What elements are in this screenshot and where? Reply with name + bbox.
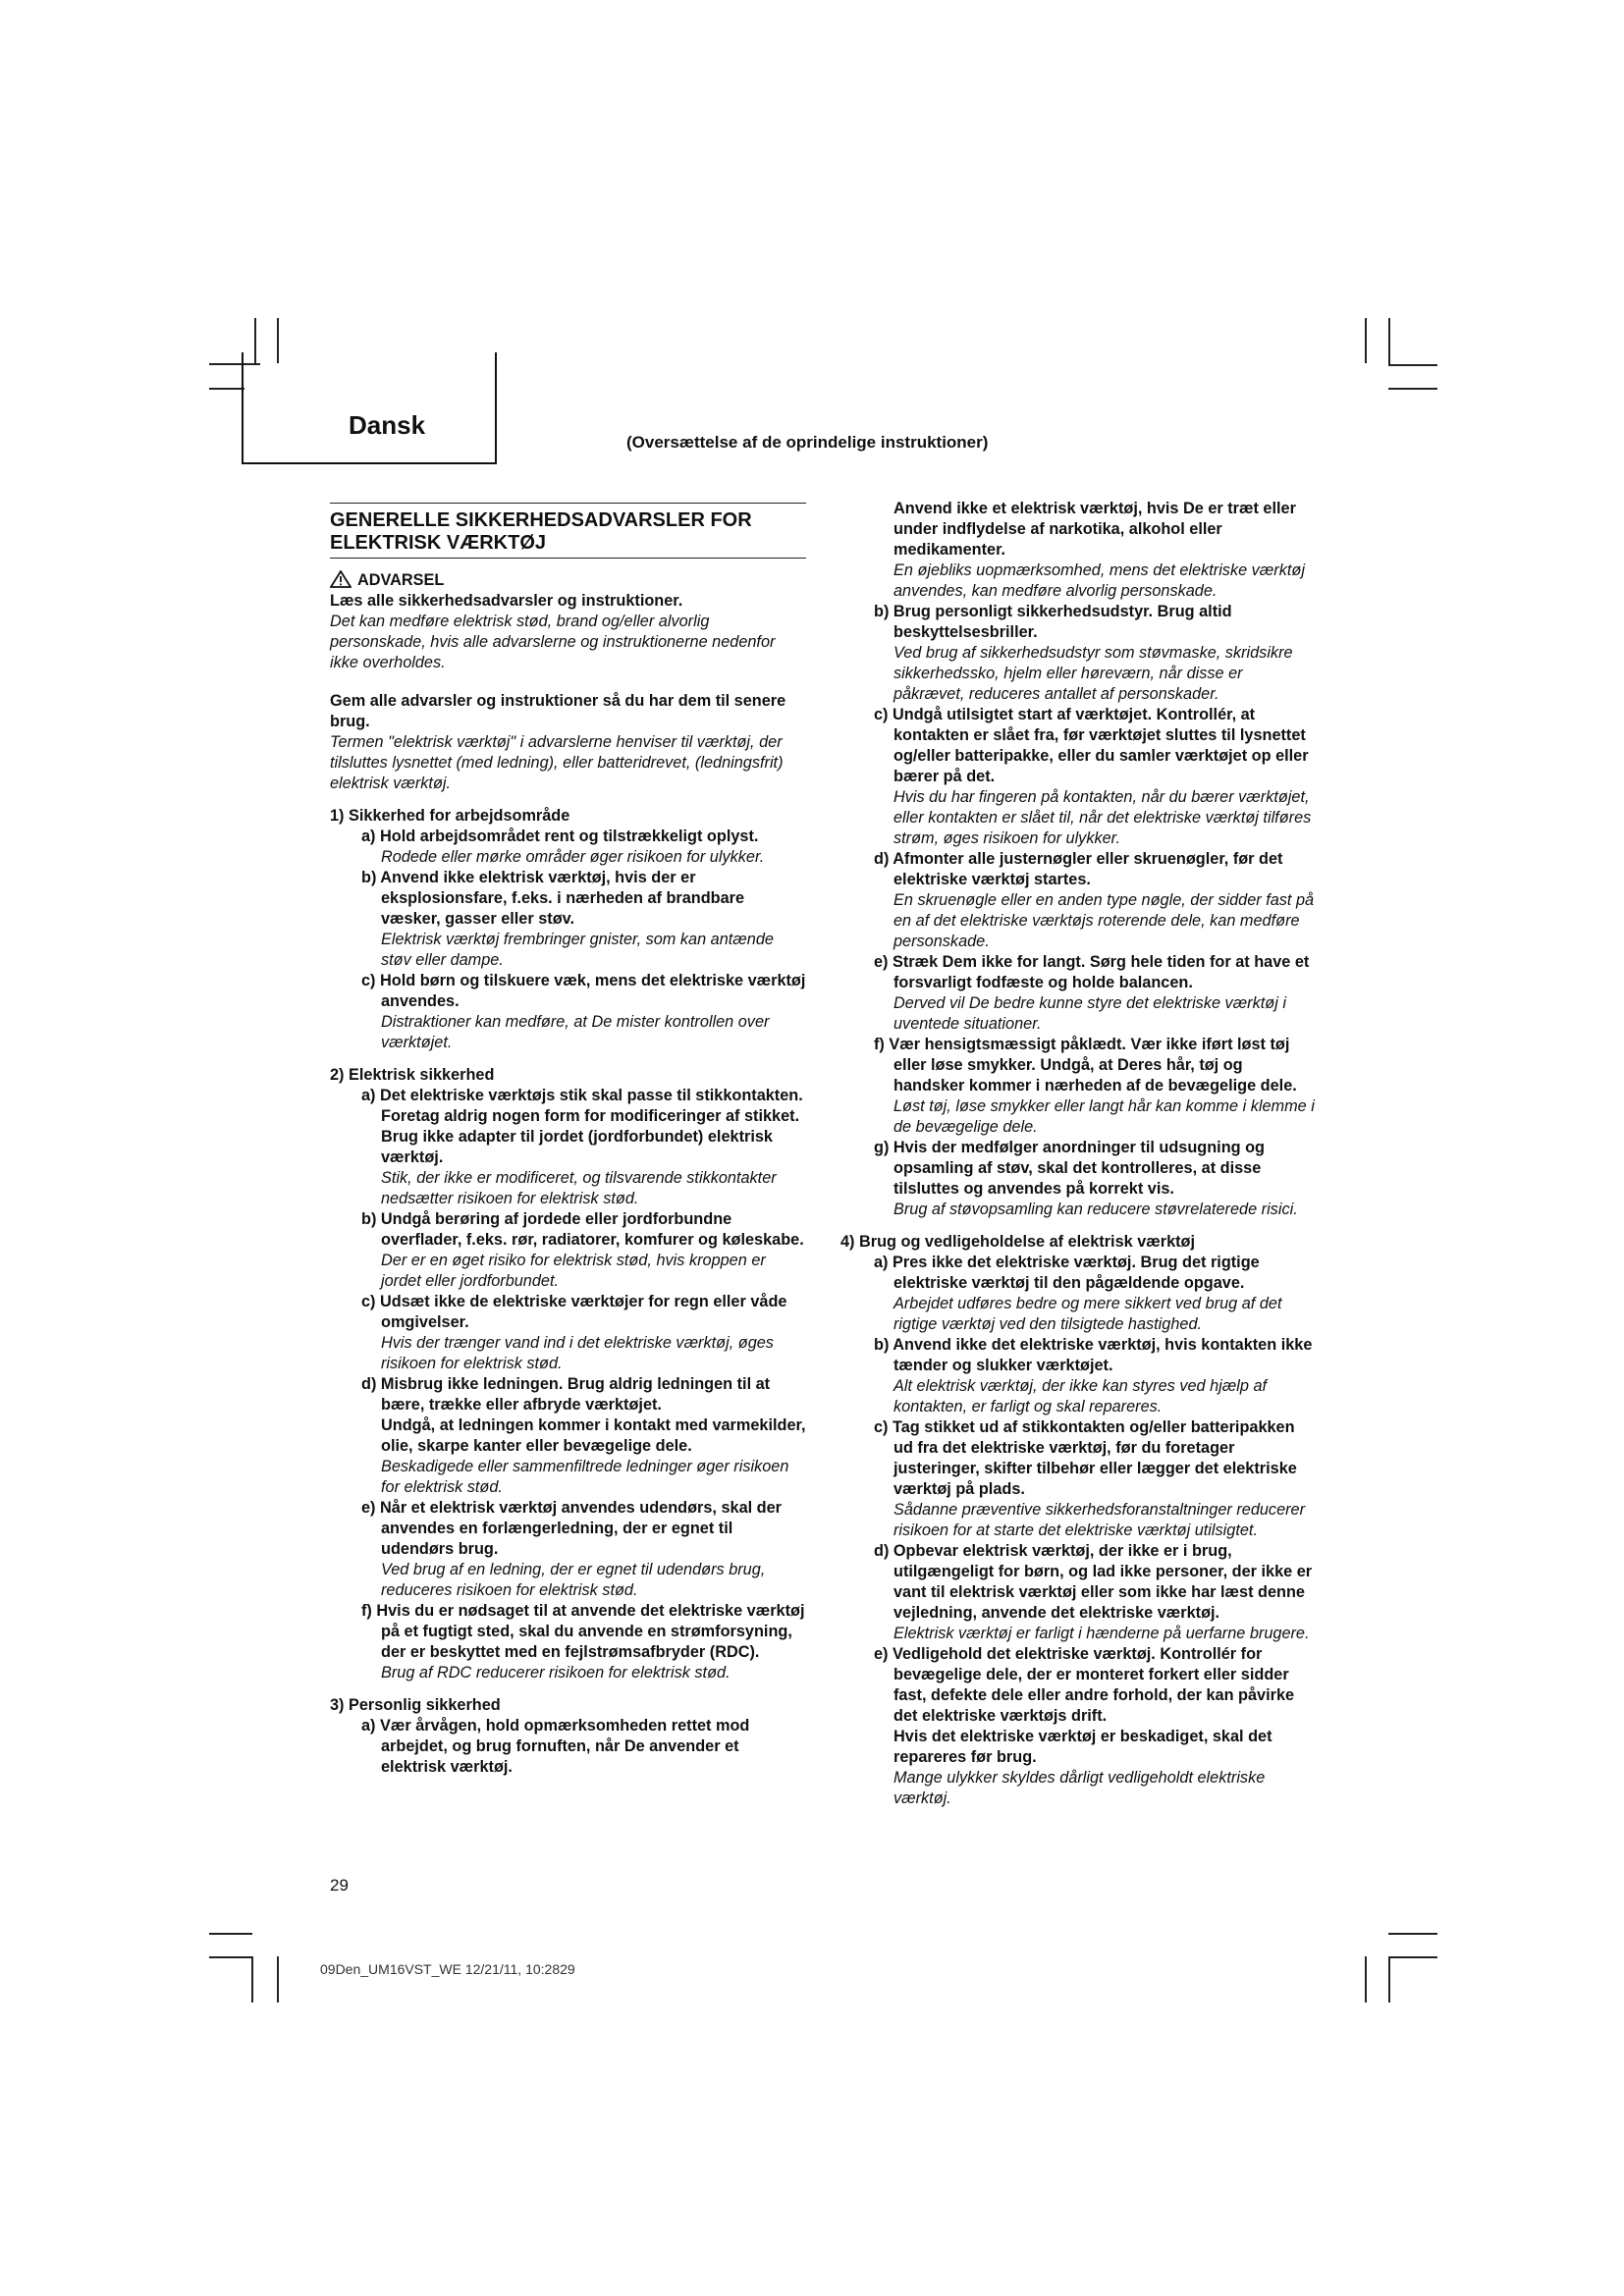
item-2d-text: Beskadigede eller sammenfiltrede ledninger øger risikoen for elektrisk stød.: [381, 1458, 789, 1496]
language-tab-label: Dansk: [349, 410, 426, 440]
item-1c-text: Distraktioner kan medføre, at De mister kontrollen over værktøjet.: [381, 1013, 770, 1051]
item-4d-text: Elektrisk værktøj er farligt i hænderne på uerfarne brugere.: [893, 1625, 1310, 1642]
item-4e-bold-2: Hvis det elektriske værktøj er beskadiget, skal det repareres før brug.: [893, 1728, 1272, 1766]
warning-text: Det kan medføre elektrisk stød, brand og/eller alvorlig personskade, hvis alle advarslerne og instruktionerne nedenfor ikke overholdes.: [330, 613, 776, 671]
warning-bold: Læs alle sikkerhedsadvarsler og instruktioner.: [330, 592, 683, 610]
item-1c: c) Hold børn og tilskuere væk, mens det elektriske værktøj anvendes.: [361, 972, 806, 1010]
item-2f-text: Brug af RDC reducerer risikoen for elektrisk stød.: [381, 1664, 731, 1682]
item-3a-text: En øjebliks uopmærksomhed, mens det elektriske værktøj anvendes, kan medføre alvorlig personskade.: [893, 561, 1305, 600]
item-3d: d) Afmonter alle justernøgler eller skruenøgler, før det elektriske værktøj startes.: [874, 850, 1283, 888]
item-2c: c) Udsæt ikke de elektriske værktøjer for regn eller våde omgivelser.: [361, 1293, 787, 1331]
right-column: [840, 499, 1318, 1809]
item-4c-text: Sådanne præventive sikkerhedsforanstaltninger reducerer risikoen for at starte det elektriske værktøj utilsigtet.: [893, 1501, 1306, 1539]
section-1-title: 1) Sikkerhed for arbejdsområde: [330, 807, 570, 825]
warning-label: ADVARSEL: [357, 571, 445, 589]
item-4e-text: Mange ulykker skyldes dårligt vedligeholdt elektriske værktøj.: [893, 1769, 1266, 1807]
item-4a: a) Pres ikke det elektriske værktøj. Brug det rigtige elektriske værktøj til den pågældende opgave.: [874, 1254, 1260, 1292]
item-3b-text: Ved brug af sikkerhedsudstyr som støvmaske, skridsikre sikkerhedssko, hjelm eller høreværn, når disse er påkrævet, reduceres antallet af personskader.: [893, 644, 1293, 703]
section-3-title: 3) Personlig sikkerhed: [330, 1696, 501, 1714]
section-title-2: ELEKTRISK VÆRKTØJ: [330, 532, 547, 554]
item-2c-text: Hvis der trænger vand ind i det elektriske værktøj, øges risikoen for elektrisk stød.: [381, 1334, 774, 1372]
language-tab: [242, 352, 497, 464]
item-2f: f) Hvis du er nødsaget til at anvende det elektriske værktøj på et fugtigt sted, skal du anvende en strømforsyning, der er beskyttet med en fejlstrømsafbryder (RDC).: [361, 1602, 805, 1661]
item-4d: d) Opbevar elektrisk værktøj, der ikke er i brug, utilgængeligt for børn, og lad ikke personer, der ikke er vant til elektrisk værktøj eller som ikke har læst denne vejledning, anvende det elektriske værktøj.: [874, 1542, 1313, 1622]
item-3f-text: Løst tøj, løse smykker eller langt hår kan komme i klemme i de bevægelige dele.: [893, 1097, 1315, 1136]
item-4b: b) Anvend ikke det elektriske værktøj, hvis kontakten ikke tænder og slukker værktøjet.: [874, 1336, 1313, 1374]
item-1b-text: Elektrisk værktøj frembringer gnister, som kan antænde støv eller dampe.: [381, 931, 774, 969]
item-4b-text: Alt elektrisk værktøj, der ikke kan styres ved hjælp af kontakten, er farligt og skal repareres.: [893, 1377, 1268, 1415]
item-3c: c) Undgå utilsigtet start af værktøjet. Kontrollér, at kontakten er slået fra, før værktøjet sluttes til lysnettet og/eller batteripakke, eller du samler værktøjet op eller bærer på det.: [874, 706, 1309, 785]
title-rule-bottom: [330, 558, 806, 559]
title-rule-top: [330, 503, 806, 504]
page-number: 29: [330, 1876, 349, 1895]
item-3d-text: En skruenøgle eller en anden type nøgle, der sidder fast på en af det elektriske værktøjs roterende dele, kan medføre personskade.: [893, 891, 1315, 950]
item-4a-text: Arbejdet udføres bedre og mere sikkert ved brug af det rigtige værktøj ved den tilsigtede hastighed.: [893, 1295, 1282, 1333]
item-4e: e) Vedligehold det elektriske værktøj. Kontrollér for bevægelige dele, der er monteret forkert eller sidder fast, defekte dele eller andre forhold, der kan påvirke det elektriske værktøjs drift.: [874, 1645, 1295, 1725]
item-3g-text: Brug af støvopsamling kan reducere støvrelaterede risici.: [893, 1201, 1298, 1218]
keep-instructions: Gem alle advarsler og instruktioner så du har dem til senere brug.: [330, 692, 786, 730]
item-1a-text: Rodede eller mørke områder øger risikoen for ulykker.: [381, 848, 765, 866]
left-column: [330, 503, 806, 1778]
section-title: GENERELLE SIKKERHEDSADVARSLER FOR: [330, 509, 752, 531]
item-1b: b) Anvend ikke elektrisk værktøj, hvis der er eksplosionsfare, f.eks. i nærheden af brandbare væsker, gasser eller støv.: [361, 869, 745, 928]
item-2e: e) Når et elektrisk værktøj anvendes udendørs, skal der anvendes en forlængerledning, der er egnet til udendørs brug.: [361, 1499, 783, 1558]
warning-heading: [330, 570, 806, 591]
item-3f: f) Vær hensigtsmæssigt påklædt. Vær ikke iført løst tøj eller løse smykker. Undgå, at Deres hår, tøj og handsker kommer i nærheden af de bevægelige dele.: [874, 1036, 1297, 1095]
item-3c-text: Hvis du har fingeren på kontakten, når du bærer værktøjet, eller kontakten er slået til, når det elektriske værktøj tilføres strøm, øges risikoen for ulykker.: [893, 788, 1312, 847]
item-2b: b) Undgå berøring af jordede eller jordforbundne overflader, f.eks. rør, radiatorer, komfurer og køleskabe.: [361, 1210, 804, 1249]
item-3g: g) Hvis der medfølger anordninger til udsugning og opsamling af støv, skal det kontrolleres, at disse tilsluttes og anvendes på korrekt vis.: [874, 1139, 1265, 1198]
item-1a: a) Hold arbejdsområdet rent og tilstrækkeligt oplyst.: [361, 828, 759, 845]
term-definition: Termen "elektrisk værktøj" i advarslerne henviser til værktøj, der tilsluttes lysnettet (med ledning), eller batteridrevet, (ledningsfrit) elektrisk værktøj.: [330, 733, 784, 792]
item-3b: b) Brug personligt sikkerhedsudstyr. Brug altid beskyttelsesbriller.: [874, 603, 1232, 641]
item-3a: a) Vær årvågen, hold opmærksomheden rettet mod arbejdet, og brug fornuften, når De anvender et elektrisk værktøj.: [361, 1717, 750, 1776]
translation-note: (Oversættelse af de oprindelige instruktioner): [626, 433, 989, 452]
item-2a-bold-3: Brug ikke adapter til jordet (jordforbundet) elektrisk værktøj.: [381, 1128, 773, 1166]
item-4c: c) Tag stikket ud af stikkontakten og/eller batteripakken ud fra det elektriske værktøj, før du foretager justeringer, skifter tilbehør eller lægger det elektriske værktøj på plads.: [874, 1418, 1297, 1498]
warning-triangle-icon: [330, 570, 352, 588]
item-2a-text: Stik, der ikke er modificeret, og tilsvarende stikkontakter nedsætter risikoen for elektrisk stød.: [381, 1169, 777, 1207]
item-2a: a) Det elektriske værktøjs stik skal passe til stikkontakten.: [361, 1087, 803, 1104]
section-4-title: 4) Brug og vedligeholdelse af elektrisk værktøj: [840, 1233, 1196, 1251]
item-3a-bold-2: Anvend ikke et elektrisk værktøj, hvis De er træt eller under indflydelse af narkotika, alkohol eller medikamenter.: [893, 500, 1296, 559]
item-2b-text: Der er en øget risiko for elektrisk stød, hvis kroppen er jordet eller jordforbundet.: [381, 1252, 766, 1290]
section-2-title: 2) Elektrisk sikkerhed: [330, 1066, 495, 1084]
item-2e-text: Ved brug af en ledning, der er egnet til udendørs brug, reduceres risikoen for elektrisk stød.: [381, 1561, 766, 1599]
item-3e: e) Stræk Dem ikke for langt. Sørg hele tiden for at have et forsvarligt fodfæste og holde balancen.: [874, 953, 1310, 991]
item-3e-text: Derved vil De bedre kunne styre det elektriske værktøj i uventede situationer.: [893, 994, 1286, 1033]
item-2a-bold-2: Foretag aldrig nogen form for modificeringer af stikket.: [381, 1107, 800, 1125]
item-2d: d) Misbrug ikke ledningen. Brug aldrig ledningen til at bære, trække eller afbryde værktøjet.: [361, 1375, 771, 1414]
item-2d-bold-2: Undgå, at ledningen kommer i kontakt med varmekilder, olie, skarpe kanter eller bevægelige dele.: [381, 1416, 806, 1455]
print-footer: 09Den_UM16VST_WE 12/21/11, 10:2829: [320, 1961, 575, 1977]
